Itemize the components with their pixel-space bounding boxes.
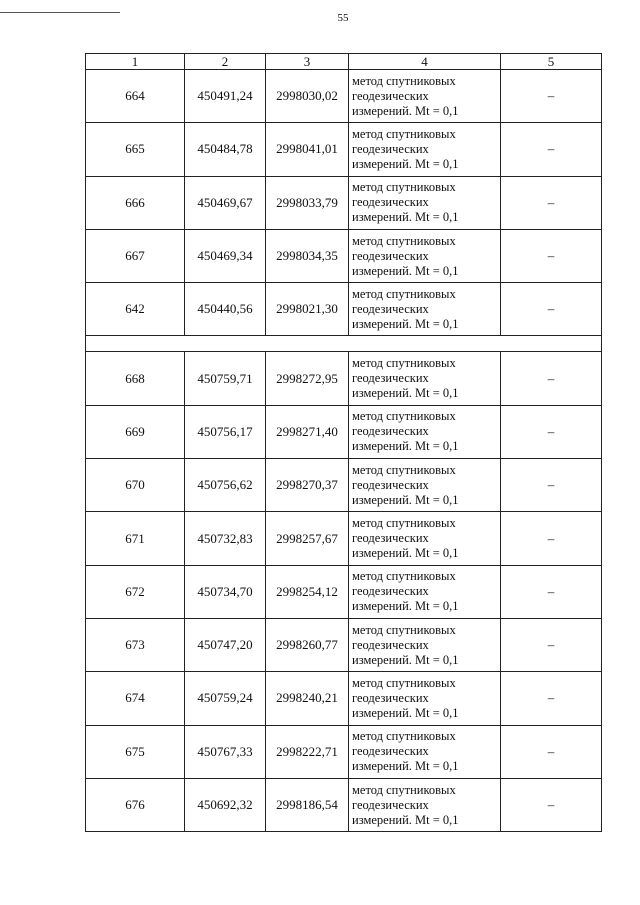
point-number-cell: 676 xyxy=(86,778,185,831)
x-coordinate-cell: 450484,78 xyxy=(185,123,266,176)
method-line: метод спутниковых xyxy=(352,462,456,477)
method-line: метод спутниковых xyxy=(352,569,456,584)
method-line: измерений. Mt = 0,1 xyxy=(352,652,459,667)
table-row xyxy=(86,352,602,405)
page-number: 55 xyxy=(337,12,349,24)
x-coordinate-cell: 450469,67 xyxy=(185,176,266,229)
method-cell xyxy=(349,565,501,618)
x-coordinate-cell: 450692,32 xyxy=(185,778,266,831)
note-cell: – xyxy=(501,352,602,405)
point-number-cell: 674 xyxy=(86,672,185,725)
point-number-cell: 668 xyxy=(86,352,185,405)
note-cell: – xyxy=(501,283,602,336)
method-line: геодезических xyxy=(352,248,429,263)
table-row xyxy=(86,512,602,565)
note-cell: – xyxy=(501,618,602,671)
x-coordinate-cell: 450491,24 xyxy=(185,70,266,123)
y-coordinate-cell: 2998021,30 xyxy=(266,283,349,336)
y-coordinate-cell: 2998034,35 xyxy=(266,229,349,282)
point-number-cell: 666 xyxy=(86,176,185,229)
point-number-cell: 673 xyxy=(86,618,185,671)
table-row xyxy=(86,123,602,176)
table-row xyxy=(86,618,602,671)
y-coordinate-cell: 2998271,40 xyxy=(266,405,349,458)
method-line: измерений. Mt = 0,1 xyxy=(352,103,459,118)
y-coordinate-cell: 2998257,67 xyxy=(266,512,349,565)
y-coordinate-cell: 2998030,02 xyxy=(266,70,349,123)
method-cell xyxy=(349,618,501,671)
method-cell xyxy=(349,405,501,458)
x-coordinate-cell: 450756,62 xyxy=(185,459,266,512)
method-line: геодезических xyxy=(352,744,429,759)
table-row xyxy=(86,405,602,458)
method-cell xyxy=(349,283,501,336)
header-cell-4: 4 xyxy=(349,54,501,70)
method-line: измерений. Mt = 0,1 xyxy=(352,759,459,774)
method-line: измерений. Mt = 0,1 xyxy=(352,812,459,827)
table-row xyxy=(86,459,602,512)
point-number-cell: 642 xyxy=(86,283,185,336)
method-line: измерений. Mt = 0,1 xyxy=(352,263,459,278)
x-coordinate-cell: 450756,17 xyxy=(185,405,266,458)
point-number-cell: 664 xyxy=(86,70,185,123)
group-separator-cell xyxy=(86,336,602,352)
x-coordinate-cell: 450767,33 xyxy=(185,725,266,778)
point-number-cell: 675 xyxy=(86,725,185,778)
method-line: геодезических xyxy=(352,637,429,652)
method-line: измерений. Mt = 0,1 xyxy=(352,210,459,225)
method-line: геодезических xyxy=(352,195,429,210)
note-cell: – xyxy=(501,229,602,282)
method-line: измерений. Mt = 0,1 xyxy=(352,316,459,331)
coordinates-table xyxy=(85,53,602,832)
note-cell: – xyxy=(501,672,602,725)
note-cell: – xyxy=(501,778,602,831)
point-number-cell: 667 xyxy=(86,229,185,282)
method-line: геодезических xyxy=(352,531,429,546)
table-row xyxy=(86,725,602,778)
x-coordinate-cell: 450759,24 xyxy=(185,672,266,725)
y-coordinate-cell: 2998033,79 xyxy=(266,176,349,229)
method-line: метод спутниковых xyxy=(352,675,456,690)
table-row xyxy=(86,778,602,831)
method-cell xyxy=(349,778,501,831)
method-line: метод спутниковых xyxy=(352,356,456,371)
method-line: метод спутниковых xyxy=(352,729,456,744)
table-row xyxy=(86,283,602,336)
method-line: геодезических xyxy=(352,371,429,386)
method-line: геодезических xyxy=(352,797,429,812)
header-cell-1: 1 xyxy=(86,54,185,70)
method-line: геодезических xyxy=(352,88,429,103)
table-row xyxy=(86,229,602,282)
point-number-cell: 672 xyxy=(86,565,185,618)
x-coordinate-cell: 450759,71 xyxy=(185,352,266,405)
note-cell: – xyxy=(501,123,602,176)
method-cell xyxy=(349,123,501,176)
table-row xyxy=(86,176,602,229)
method-line: метод спутниковых xyxy=(352,409,456,424)
method-line: измерений. Mt = 0,1 xyxy=(352,546,459,561)
header-cell-2: 2 xyxy=(185,54,266,70)
point-number-cell: 669 xyxy=(86,405,185,458)
table-row xyxy=(86,672,602,725)
method-cell xyxy=(349,672,501,725)
note-cell: – xyxy=(501,725,602,778)
method-cell xyxy=(349,176,501,229)
point-number-cell: 670 xyxy=(86,459,185,512)
table-row xyxy=(86,70,602,123)
method-line: метод спутниковых xyxy=(352,233,456,248)
method-line: геодезических xyxy=(352,141,429,156)
note-cell: – xyxy=(501,70,602,123)
method-line: измерений. Mt = 0,1 xyxy=(352,705,459,720)
method-cell xyxy=(349,512,501,565)
y-coordinate-cell: 2998041,01 xyxy=(266,123,349,176)
y-coordinate-cell: 2998260,77 xyxy=(266,618,349,671)
method-line: измерений. Mt = 0,1 xyxy=(352,156,459,171)
group-separator-row xyxy=(86,336,602,352)
y-coordinate-cell: 2998222,71 xyxy=(266,725,349,778)
x-coordinate-cell: 450469,34 xyxy=(185,229,266,282)
table-row xyxy=(86,565,602,618)
header-cell-3: 3 xyxy=(266,54,349,70)
y-coordinate-cell: 2998254,12 xyxy=(266,565,349,618)
method-line: измерений. Mt = 0,1 xyxy=(352,439,459,454)
method-line: геодезических xyxy=(352,477,429,492)
method-cell xyxy=(349,229,501,282)
method-line: геодезических xyxy=(352,690,429,705)
method-line: геодезических xyxy=(352,584,429,599)
method-cell xyxy=(349,459,501,512)
method-cell xyxy=(349,725,501,778)
y-coordinate-cell: 2998272,95 xyxy=(266,352,349,405)
x-coordinate-cell: 450747,20 xyxy=(185,618,266,671)
note-cell: – xyxy=(501,565,602,618)
method-line: метод спутниковых xyxy=(352,286,456,301)
x-coordinate-cell: 450440,56 xyxy=(185,283,266,336)
y-coordinate-cell: 2998186,54 xyxy=(266,778,349,831)
point-number-cell: 665 xyxy=(86,123,185,176)
y-coordinate-cell: 2998240,21 xyxy=(266,672,349,725)
note-cell: – xyxy=(501,459,602,512)
header-cell-5: 5 xyxy=(501,54,602,70)
method-line: метод спутниковых xyxy=(352,622,456,637)
method-cell xyxy=(349,352,501,405)
method-line: метод спутниковых xyxy=(352,180,456,195)
x-coordinate-cell: 450732,83 xyxy=(185,512,266,565)
method-line: метод спутниковых xyxy=(352,782,456,797)
x-coordinate-cell: 450734,70 xyxy=(185,565,266,618)
method-cell xyxy=(349,70,501,123)
method-line: геодезических xyxy=(352,424,429,439)
method-line: геодезических xyxy=(352,301,429,316)
method-line: измерений. Mt = 0,1 xyxy=(352,492,459,507)
method-line: метод спутниковых xyxy=(352,126,456,141)
method-line: метод спутниковых xyxy=(352,73,456,88)
method-line: измерений. Mt = 0,1 xyxy=(352,599,459,614)
note-cell: – xyxy=(501,405,602,458)
note-cell: – xyxy=(501,512,602,565)
note-cell: – xyxy=(501,176,602,229)
method-line: измерений. Mt = 0,1 xyxy=(352,386,459,401)
point-number-cell: 671 xyxy=(86,512,185,565)
header-row xyxy=(86,54,602,70)
y-coordinate-cell: 2998270,37 xyxy=(266,459,349,512)
method-line: метод спутниковых xyxy=(352,516,456,531)
